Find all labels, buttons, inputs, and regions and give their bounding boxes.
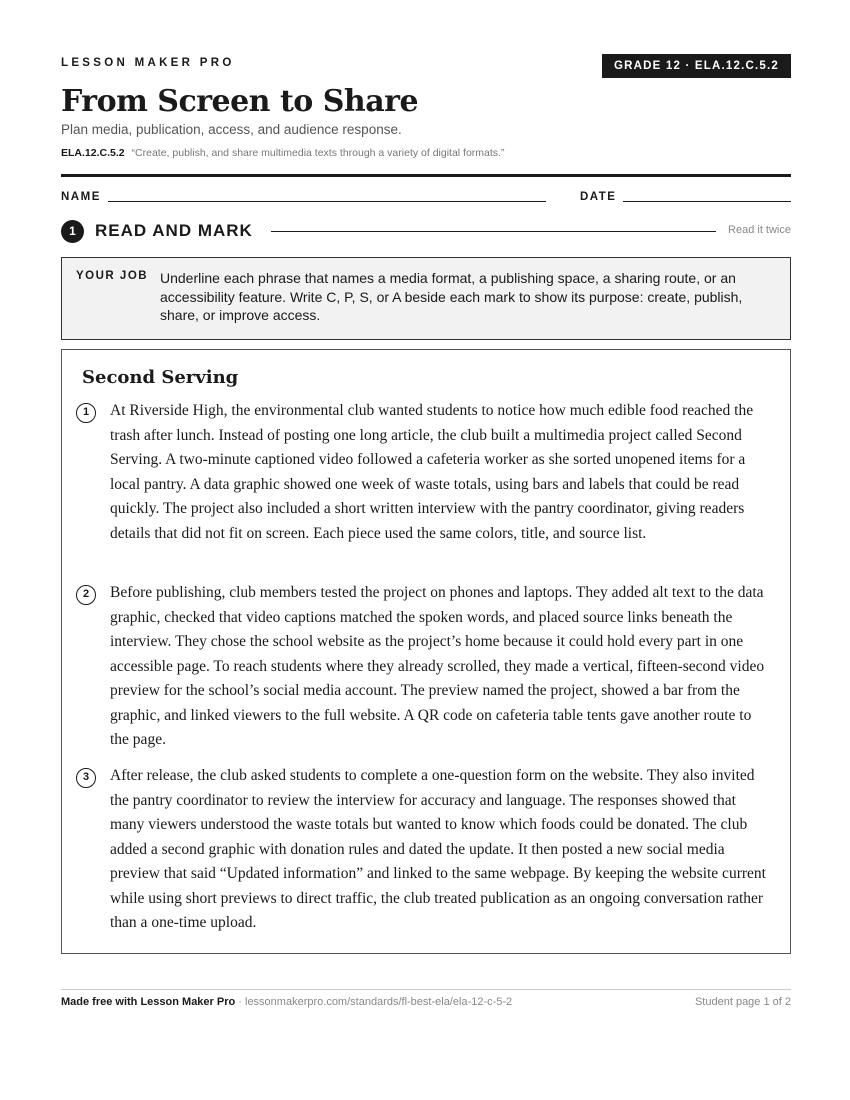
- footer-made-with: Made free with Lesson Maker Pro: [61, 996, 236, 1008]
- instructions-label: YOUR JOB: [76, 270, 149, 282]
- passage-paragraph-2[interactable]: Before publishing, club members tested the project on phones and laptops. They added alt text to the data graphic, checked that video captions matched the spoken words, and placed source links beneath the interview. They chose the school website as the project’s home because it could hold every part in one accessible page. To reach students where they already scrolled, they made a vertical, fifteen-second video preview for the school’s social media account. The preview named the project, showed a bar from the graphic, and linked viewers to the full website. A QR code on cafeteria table tents gave another route to the page.: [110, 584, 765, 748]
- footer-url[interactable]: · lessonmakerpro.com/standards/fl-best-ela/ela-12-c-5-2: [238, 996, 513, 1008]
- standard-line: [61, 147, 504, 159]
- section-divider: [271, 231, 716, 232]
- paragraph-number-2: 2: [76, 585, 96, 605]
- section-number-badge: 1: [61, 220, 84, 243]
- header-divider: [61, 174, 791, 177]
- name-label: NAME: [61, 191, 101, 203]
- paragraph-number-3: 3: [76, 768, 96, 788]
- reading-passage: [61, 349, 791, 954]
- brand-name: LESSON MAKER PRO: [61, 57, 235, 69]
- standard-code: ELA.12.C.5.2: [61, 147, 125, 159]
- instructions-text: Underline each phrase that names a media format, a publishing space, a sharing route, or an accessibility feature. Write C, P, S, or A beside each mark to show its purpose: create, publish, share, or improve access.: [160, 270, 743, 323]
- name-field[interactable]: [108, 201, 546, 202]
- footer-page-number: Student page 1 of 2: [694, 996, 791, 1008]
- passage-title: Second Serving: [82, 367, 239, 388]
- standard-text: “Create, publish, and share multimedia texts through a variety of digital formats.”: [131, 147, 505, 159]
- passage-paragraph-3[interactable]: After release, the club asked students to complete a one-question form on the website. They also invited the pantry coordinator to review the interview for accuracy and language. The responses showed that many viewers understood the waste totals but wanted to know which foods could be donated. The club added a second graphic with donation rules and dated the update. It then posted a new social media preview that said “Updated information” and linked to the same webpage. By keeping the website current while using short previews to direct traffic, the club treated publication as an ongoing conversation rather than a one-time upload.: [110, 767, 766, 931]
- grade-badge: GRADE 12 · ELA.12.C.5.2: [602, 54, 791, 78]
- section-title: READ AND MARK: [95, 221, 253, 240]
- page-title: From Screen to Share: [61, 84, 419, 119]
- footer-credit: [61, 996, 512, 1008]
- page-subtitle: Plan media, publication, access, and audience response.: [61, 122, 402, 137]
- section-note: Read it twice: [728, 224, 791, 236]
- date-field[interactable]: [623, 201, 791, 202]
- footer-divider: [61, 989, 791, 990]
- date-label: DATE: [580, 191, 617, 203]
- instructions-box: [61, 257, 791, 340]
- paragraph-number-1: 1: [76, 403, 96, 423]
- passage-paragraph-1[interactable]: At Riverside High, the environmental club wanted students to notice how much edible food reached the trash after lunch. Instead of posting one long article, the club built a multimedia project called Second Serving. A two-minute captioned video followed a cafeteria worker as she sorted unopened items for a local pantry. A data graphic showed one week of waste totals, using bars and labels that could be read quickly. The project also included a short written interview with the pantry coordinator, giving readers details that did not fit on screen. Each piece used the same colors, title, and source list.: [110, 402, 754, 542]
